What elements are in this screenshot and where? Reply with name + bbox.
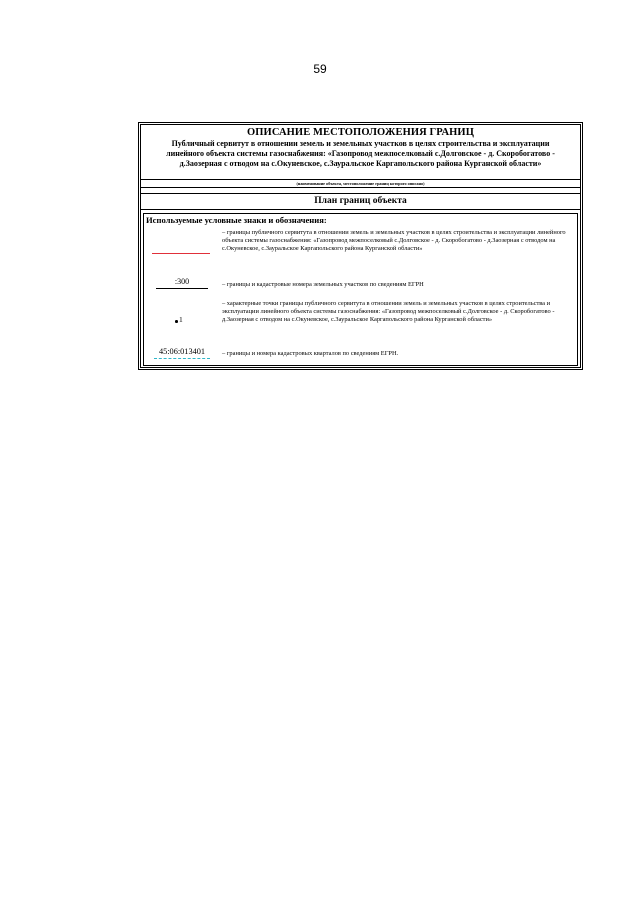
characteristic-point-icon	[175, 320, 178, 323]
legend-item-cadastral-quarters	[144, 348, 577, 364]
document-subtitle: Публичный сервитут в отношении земель и земельных участков в целях строительства и эксплуатации линейного объекта системы газоснабжения: «Газопровод межпоселковый с.Долговское - д. Скоробогатово - д.Заозерная с отводом на с.Окуневское, с.Зауральское Каргапольского района Курганской области»	[166, 139, 555, 168]
legend-symbol	[144, 278, 220, 292]
legend-symbol	[144, 348, 220, 362]
legend-symbol	[144, 253, 220, 255]
plan-title: План границ объекта	[314, 196, 407, 206]
document-title: ОПИСАНИЕ МЕСТОПОЛОЖЕНИЯ ГРАНИЦ	[247, 127, 474, 138]
legend-title: Используемые условные знаки и обозначения:	[146, 215, 327, 225]
legend-item-servitude-boundary	[144, 228, 577, 270]
legend-description: – границы и номера кадастровых кварталов по сведениям ЕГРН.	[222, 350, 399, 357]
divider	[141, 187, 580, 188]
cadastral-quarter-number: 45:06:013401	[158, 347, 206, 356]
legend-description: – характерные точки границы публичного сервитута в отношении земель и земельных участков в целях строительства и эксплуатации линейного объекта системы газоснабжения: «Газопровод межпоселковый с.Долговское - д. Скоробогатово - д.Заозерная с отводом на с.Окуневское, с.Зауральское Каргапольского района Курганской области»	[222, 300, 555, 324]
land-plot-number: :300	[174, 277, 190, 286]
servitude-boundary-line-symbol	[152, 253, 210, 254]
object-name-note: (наименование объекта, местоположение границ которого описано)	[296, 181, 425, 186]
legend	[143, 213, 578, 366]
page-number: 59	[313, 62, 327, 76]
legend-item-land-plots	[144, 278, 577, 294]
legend-item-characteristic-points	[144, 299, 577, 335]
point-number: 1	[179, 315, 183, 324]
divider	[141, 209, 580, 210]
land-plot-boundary-line-symbol	[156, 288, 208, 289]
legend-symbol	[144, 309, 220, 325]
cadastral-quarter-line-symbol	[154, 358, 210, 359]
legend-description: – границы публичного сервитута в отношении земель и земельных участков в целях строительства и эксплуатации линейного объекта системы газоснабжения: «Газопровод межпоселковый с.Долговское - д. Скоробогатово - д.Заозерная с отводом на с.Окуневское, с.Зауральское Каргапольского района Курганской области»	[222, 229, 566, 253]
divider	[141, 193, 580, 194]
legend-description: – границы и кадастровые номера земельных участков по сведениям ЕГРН	[222, 281, 424, 288]
divider	[141, 179, 580, 180]
boundary-description-frame	[138, 122, 583, 370]
